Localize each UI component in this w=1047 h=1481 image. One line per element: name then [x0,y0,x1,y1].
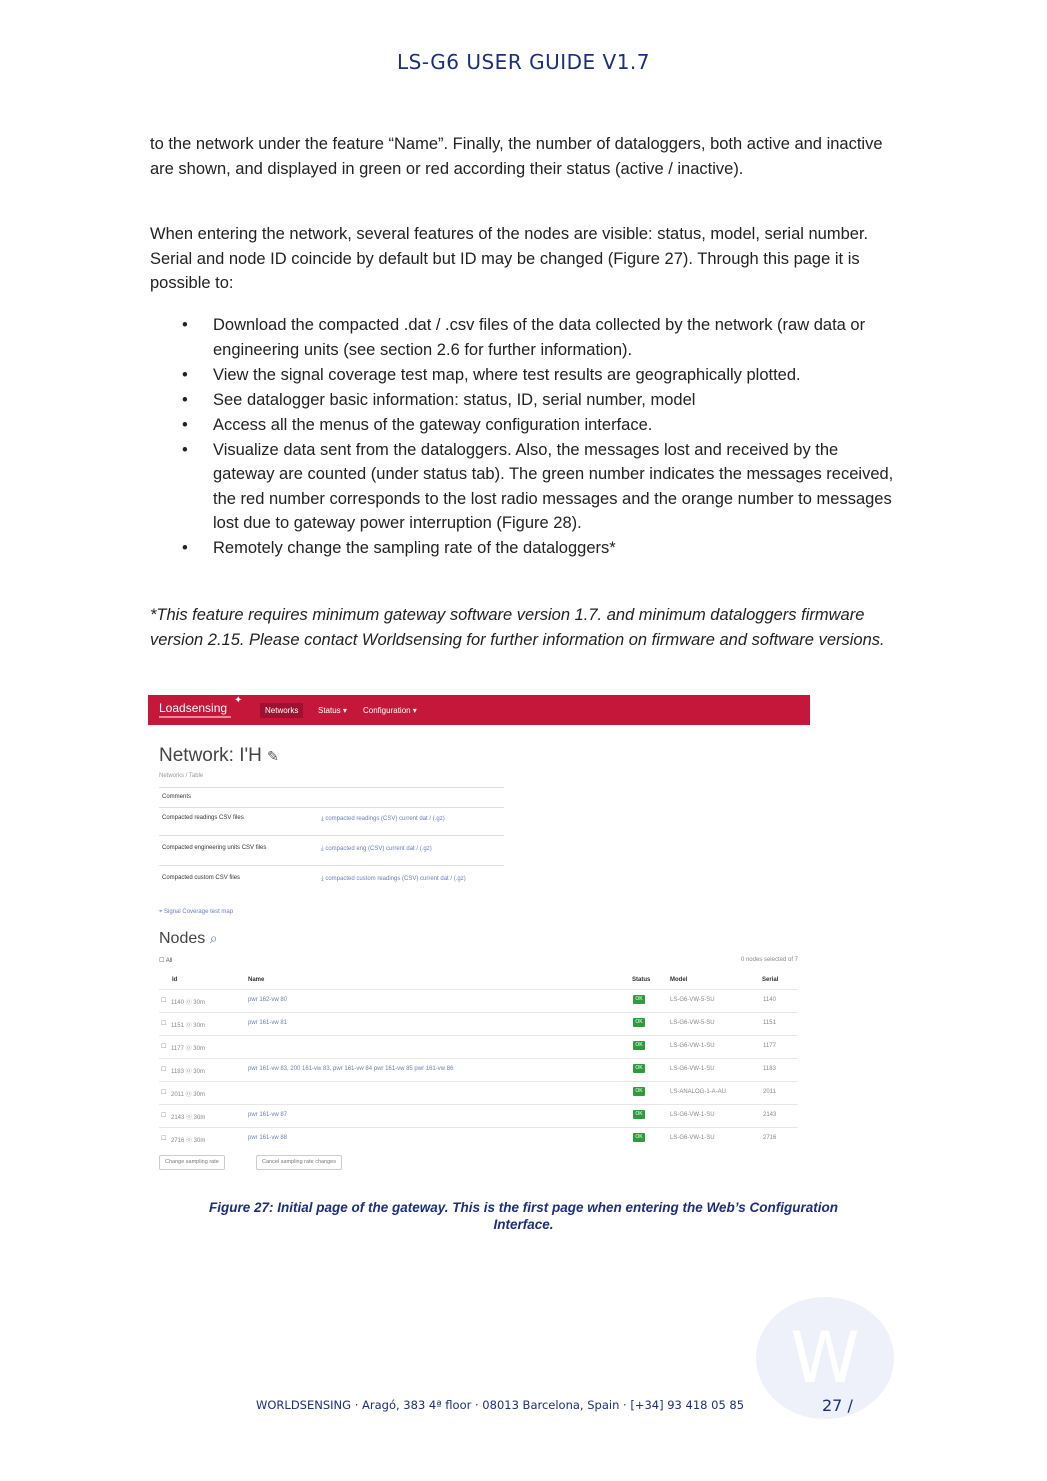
row-id: 1177 ⓪ 30m [171,1046,205,1052]
row-model: LS-G6-VW-1-SU [670,1066,715,1072]
row-checkbox[interactable]: ☐ [161,1113,167,1119]
row-checkbox[interactable]: ☐ [161,998,167,1004]
file-label: Compacted readings CSV files [162,815,244,821]
row-name[interactable]: pwr 161-vw 88 [248,1135,288,1141]
row-serial: 2716 [763,1135,777,1141]
row-checkbox[interactable]: ☐ [161,1136,167,1142]
list-item-text: Remotely change the sampling rate of the dataloggers* [213,539,616,557]
breadcrumb: Networks / Table [159,773,204,779]
paragraph-1: to the network under the feature “Name”. Finally, the number of dataloggers, both active and inactive are shown, and displayed in green or red according their status (active / inactive). [150,135,883,178]
bullet-icon: • [182,415,188,434]
status-badge: OK [633,1018,645,1027]
cancel-sampling-rate-button[interactable]: Cancel sampling rate changes [256,1155,342,1170]
firmware-note: *This feature requires minimum gateway software version 1.7. and minimum dataloggers firmware version 2.15. Please contact Worldsensing for further information on firmware and software versions. [150,606,885,649]
nodes-title-text: Nodes [159,930,206,947]
divider [159,865,504,866]
nodes-title [159,930,218,948]
brand-star-icon: ✦ [234,695,243,706]
search-icon[interactable]: ⌕ [209,930,218,946]
row-name[interactable]: pwr 162-vw 80 [248,997,288,1003]
figure-caption: Figure 27: Initial page of the gateway. This is the first page when entering the Web’s Configuration Interface. [208,1200,839,1232]
row-serial: 2143 [763,1112,777,1118]
coverage-map-link[interactable]: ⌖ Signal Coverage test map [159,909,234,915]
row-id: 2143 ⓪ 30m [171,1115,206,1121]
bullet-icon: • [182,365,188,384]
brand-underline [159,716,231,718]
brand-logo[interactable]: Loadsensing [159,701,228,715]
file-label: Compacted engineering units CSV files [162,845,267,851]
nav-configuration[interactable]: Configuration ▾ [363,706,417,715]
row-id: 1183 ⓪ 30m [171,1069,205,1075]
row-name[interactable]: pwr 161-vw 87 [248,1112,288,1118]
worldsensing-watermark-icon: W [756,1297,894,1419]
table-row[interactable] [159,1081,798,1104]
select-all-checkbox[interactable]: ☐ All [159,958,173,964]
download-link[interactable]: ⤓ compacted eng (CSV) current dat / (.gz) [321,846,432,852]
row-id: 1151 ⓪ 30m [171,1023,205,1029]
table-row[interactable] [159,989,798,1012]
divider [159,787,504,788]
row-model: LS-G6-VW-5-SU [670,997,715,1003]
row-serial: 1177 [763,1043,776,1049]
download-link[interactable]: ⤓ compacted custom readings (CSV) current dat / (.gz) [321,876,466,882]
column-header-serial[interactable]: Serial [762,977,779,983]
row-serial: 2011 [763,1089,776,1095]
comments-label: Comments [162,794,192,800]
row-model: LS-G6-VW-1-SU [670,1135,715,1141]
list-item-text: See datalogger basic information: status, ID, serial number, model [213,390,696,409]
row-serial: 1151 [763,1020,776,1026]
divider [159,835,504,836]
row-model: LS-G6-VW-5-SU [670,1020,715,1026]
list-item-text: Access all the menus of the gateway configuration interface. [213,415,653,434]
figure-screenshot [148,695,810,1175]
row-model: LS-ANALOG-1-A-AU [670,1089,727,1095]
nav-networks[interactable]: Networks [260,703,303,718]
row-model: LS-G6-VW-1-SU [670,1043,715,1049]
page-header-title: LS-G6 USER GUIDE V1.7 [396,50,650,74]
column-header-model[interactable]: Model [670,977,688,983]
table-row[interactable] [159,1104,798,1127]
table-row[interactable] [159,1035,798,1058]
footer-address: WORLDSENSING · Aragó, 383 4ª floor · 08013 Barcelona, Spain · [+34] 93 418 05 85 [256,1398,745,1412]
row-serial: 1140 [763,997,776,1003]
status-badge: OK [633,1064,645,1073]
list-item [150,313,900,362]
column-header-id[interactable]: Id [172,977,178,983]
change-sampling-rate-button[interactable]: Change sampling rate [159,1155,225,1170]
list-item [150,363,900,388]
nav-status[interactable]: Status ▾ [318,706,347,715]
feature-list [150,313,900,561]
file-label: Compacted custom CSV files [162,875,241,881]
navbar [148,695,810,725]
table-row[interactable] [159,1127,798,1150]
bullet-icon: • [182,390,188,409]
row-checkbox[interactable]: ☐ [161,1044,167,1050]
list-item-text: Visualize data sent from the dataloggers. Also, the messages lost and received by the gateway are counted (under status tab). The green number indicates the messages received, the red number corresponds to the lost radio messages and the orange number to messages lost due to gateway power interruption (Figure 28). [213,440,894,532]
list-item [150,438,900,536]
row-serial: 1183 [763,1066,776,1072]
paragraph-2: When entering the network, several features of the nodes are visible: status, model, serial number. Serial and node ID coincide by default but ID may be changed (Figure 27). Through this page it is possible to: [150,225,869,292]
status-badge: OK [633,995,645,1004]
status-badge: OK [633,1041,645,1050]
row-model: LS-G6-VW-1-SU [670,1112,715,1118]
status-badge: OK [633,1087,645,1096]
status-badge: OK [633,1110,645,1119]
row-checkbox[interactable]: ☐ [161,1090,167,1096]
bullet-icon: • [182,539,188,557]
list-item [150,536,900,561]
column-header-name[interactable]: Name [248,977,265,983]
list-item-text: Download the compacted .dat / .csv files of the data collected by the network (raw data or engineering units (see section 2.6 for further information). [213,316,866,359]
list-item [150,388,900,413]
row-id: 1140 ⓪ 30m [171,1000,205,1006]
row-name[interactable]: pwr 161-vw 81 [248,1020,288,1026]
table-row[interactable] [159,1012,798,1035]
edit-icon[interactable]: ✎ [267,748,279,764]
row-checkbox[interactable]: ☐ [161,1067,167,1073]
list-item [150,413,900,438]
row-name[interactable]: pwr 161-vw 83, 200 161-vw 83, pwr 161-vw 84 pwr 161-vw 85 pwr 161-vw 86 [248,1066,454,1072]
row-id: 2011 ⓪ 30m [171,1092,205,1098]
divider [159,807,504,808]
table-row[interactable] [159,1058,798,1081]
list-item-text: View the signal coverage test map, where test results are geographically plotted. [213,365,801,384]
row-checkbox[interactable]: ☐ [161,1021,167,1027]
column-header-status[interactable]: Status [632,977,651,983]
download-link[interactable]: ⤓ compacted readings (CSV) current dat / (.gz) [321,816,445,822]
status-badge: OK [633,1133,645,1142]
bullet-icon: • [182,316,188,334]
bullet-icon: • [182,440,188,459]
row-id: 2716 ⓪ 30m [171,1138,206,1144]
page-number: 27 / [822,1396,853,1415]
network-title [159,745,279,767]
network-title-text: Network: I'H [159,745,262,766]
selection-count: 0 nodes selected of 7 [740,957,798,963]
